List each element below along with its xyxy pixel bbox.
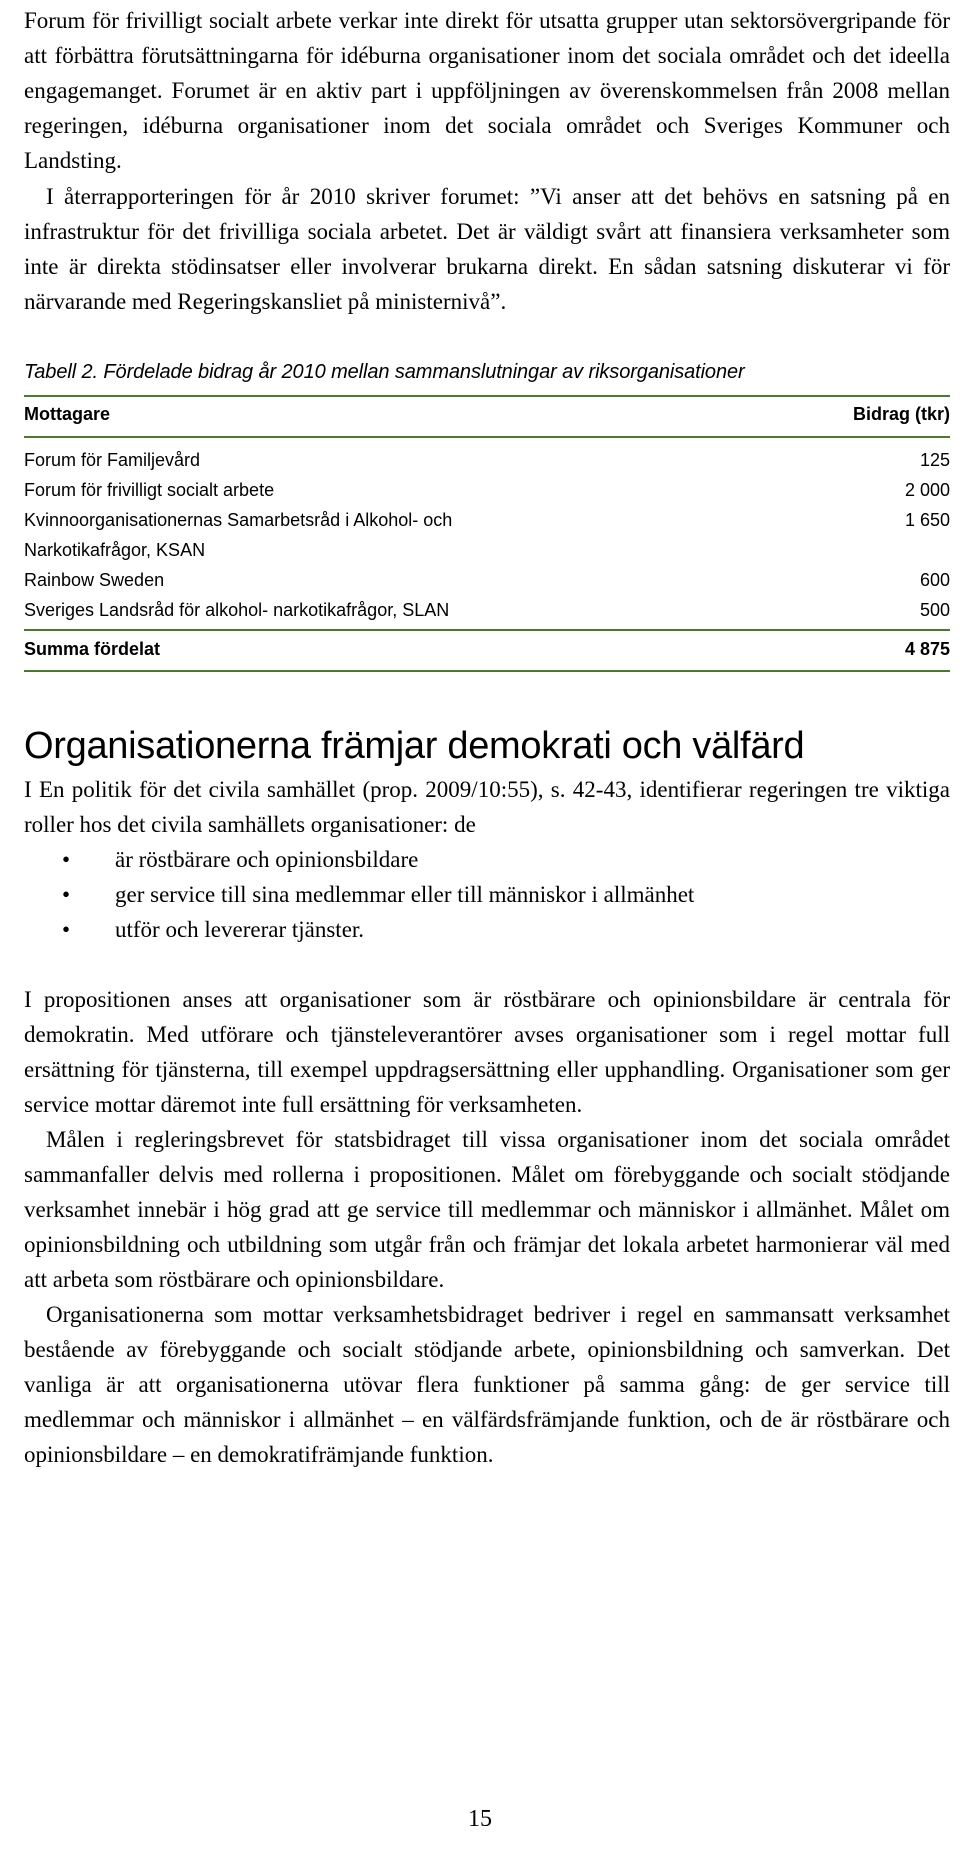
list-item xyxy=(24,842,950,877)
proposition-paragraphs xyxy=(24,982,950,1472)
list-item xyxy=(24,877,950,912)
bullet-icon: • xyxy=(62,882,71,907)
table-total-row xyxy=(24,629,950,670)
list-item-text: utför och levererar tjänster. xyxy=(115,917,365,942)
total-label: Summa fördelat xyxy=(24,639,161,659)
amount-cell: 2 000 xyxy=(904,480,950,500)
amount-cell: 600 xyxy=(919,570,950,590)
list-item xyxy=(24,912,950,947)
recipient-cell: Forum för frivilligt socialt arbete xyxy=(24,480,275,500)
table-row xyxy=(24,595,950,625)
column-header-amount: Bidrag (tkr) xyxy=(852,404,950,424)
bullet-icon: • xyxy=(62,847,71,872)
recipient-cell: Kvinnoorganisationernas Samarbetsråd i Alkohol- och Narkotikafrågor, KSAN xyxy=(24,510,453,560)
recipient-cell: Rainbow Sweden xyxy=(24,570,165,590)
total-amount: 4 875 xyxy=(904,639,950,659)
table-row xyxy=(24,475,950,505)
section-heading: Organisationerna främjar demokrati och välfärd xyxy=(24,725,805,767)
section-body xyxy=(24,772,950,1472)
roles-bullet-list xyxy=(24,842,950,947)
section-lead-paragraph: I En politik för det civila samhället (prop. 2009/10:55), s. 42-43, identifierar regeringen tre viktiga roller hos det civila samhällets organisationer: de xyxy=(24,777,950,837)
body-paragraph: Målen i regleringsbrevet för statsbidraget till vissa organisationer inom det sociala området sammanfaller delvis med rollerna i propositionen. Målet om förebyggande och socialt stödjande verksamhet innebär i hög grad att ge service till medlemmar och människor i allmänhet. Målet om opinionsbildning och utbildning som utgår från och främjar det lokala arbetet harmonierar väl med att arbeta som röstbärare och opinionsbildare. xyxy=(24,1127,950,1292)
contributions-table xyxy=(24,395,950,672)
recipient-cell: Forum för Familjevård xyxy=(24,450,201,470)
table-header xyxy=(24,397,950,438)
table-row xyxy=(24,565,950,595)
list-item-text: ger service till sina medlemmar eller till människor i allmänhet xyxy=(115,882,695,907)
intro-paragraph-1: Forum för frivilligt socialt arbete verkar inte direkt för utsatta grupper utan sektorsövergripande för att förbättra förutsättningarna för idéburna organisationer inom det sociala området och det ideella engagemanget. Forumet är en aktiv part i uppföljningen av överenskommelsen från 2008 mellan regeringen, idéburna organisationer inom det sociala området och Sveriges Kommuner och Landsting. xyxy=(24,8,950,173)
amount-cell: 125 xyxy=(919,450,950,470)
amount-cell: 500 xyxy=(919,600,950,620)
body-paragraph: I propositionen anses att organisationer som är röstbärare och opinionsbildare är centrala för demokratin. Med utförare och tjänsteleverantörer avses organisationer som i regel mottar full ersättning för tjänsterna, till exempel uppdragsersättning eller upphandling. Organisationer som ger service mottar däremot inte full ersättning för verksamheten. xyxy=(24,987,950,1117)
document-page xyxy=(24,0,950,1472)
table-caption: Tabell 2. Fördelade bidrag år 2010 mellan sammanslutningar av riksorganisationer xyxy=(24,361,745,383)
body-paragraph: Organisationerna som mottar verksamhetsbidraget bedriver i regel en sammansatt verksamhet bestående av förebyggande och socialt stödjande arbete, opinionsbildning och samverkan. Det vanliga är att organisationerna utövar flera funktioner på samma gång: de ger service till medlemmar och människor i allmänhet – en välfärdsfrämjande funktion, och de är röstbärare och opinionsbildare – en demokratifrämjande funktion. xyxy=(24,1302,950,1467)
intro-text xyxy=(24,0,950,319)
table-row xyxy=(24,505,950,565)
intro-paragraph-2: I återrapporteringen för år 2010 skriver forumet: ”Vi anser att det behövs en satsning på en infrastruktur för det frivilliga sociala arbetet. Det är väldigt svårt att finansiera verksamheter som inte är direkta stödinsatser eller involverar brukarna direkt. En sådan satsning diskuterar vi för närvarande med Regeringskansliet på ministernivå”. xyxy=(24,184,950,314)
table-row xyxy=(24,445,950,475)
column-header-recipient: Mottagare xyxy=(24,404,111,424)
page-number: 15 xyxy=(468,1806,492,1832)
table-body xyxy=(24,438,950,625)
bullet-icon: • xyxy=(62,917,71,942)
amount-cell: 1 650 xyxy=(904,510,950,530)
recipient-cell: Sveriges Landsråd för alkohol- narkotikafrågor, SLAN xyxy=(24,600,450,620)
list-item-text: är röstbärare och opinionsbildare xyxy=(115,847,419,872)
